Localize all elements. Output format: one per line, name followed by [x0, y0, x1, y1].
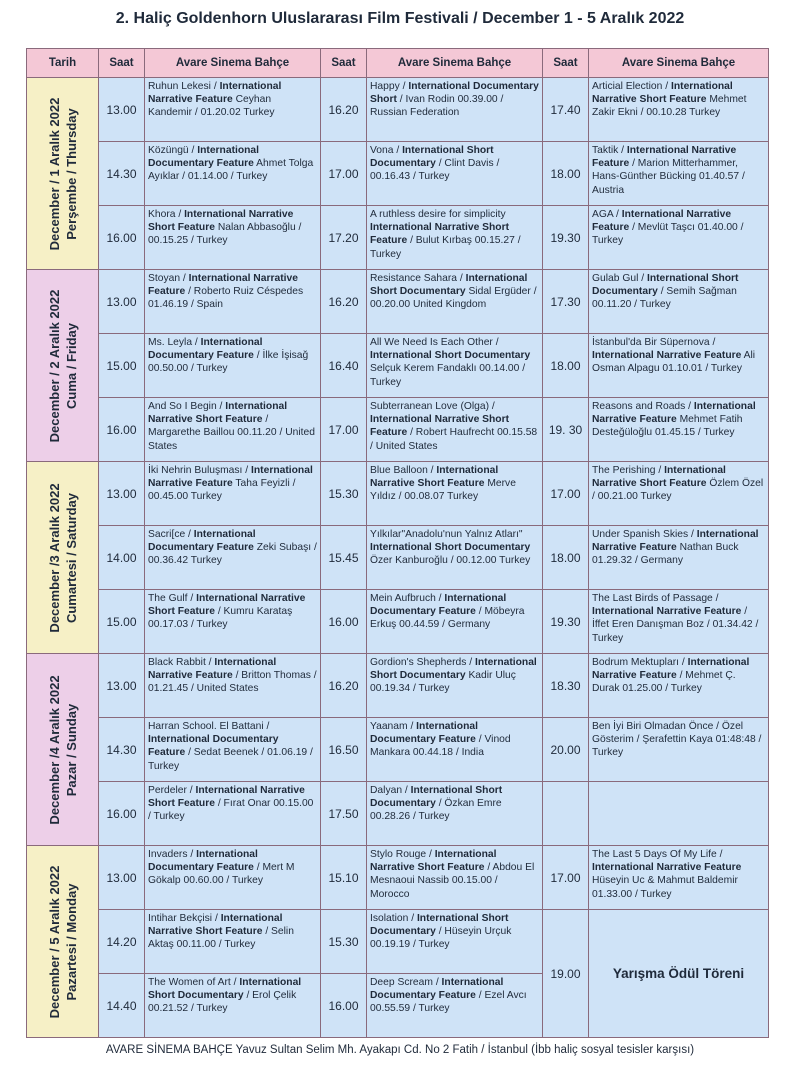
film-category: International Narrative Short Feature: [370, 465, 499, 490]
schedule-row: [27, 462, 769, 526]
film-entry: [589, 782, 769, 846]
day-weekday: Pazar / Sunday: [63, 703, 79, 796]
screening-time: 15.30: [321, 910, 367, 974]
screening-time: 19.30: [543, 206, 589, 270]
film-info: / Clint Davis / 00.16.43 / Turkey: [370, 158, 500, 183]
film-category: International Documentary Feature: [148, 529, 256, 554]
film-entry: [589, 718, 769, 782]
schedule-row: [27, 718, 769, 782]
day-label: [46, 289, 80, 442]
film-entry: [589, 462, 769, 526]
film-title: İstanbul'da Bir Süpernova /: [592, 337, 716, 348]
day-date: December / 1 Aralık 2022: [46, 97, 62, 250]
day-weekday: Perşembe / Thursday: [63, 107, 79, 240]
film-title: Yılkılar"Anadolu'nun Yalnız Atları": [370, 529, 523, 540]
film-category: International Narrative Feature: [592, 350, 742, 362]
film-entry: [367, 718, 543, 782]
header-time: Saat: [543, 49, 589, 78]
schedule-row: [27, 910, 769, 974]
film-entry: [367, 270, 543, 334]
screening-time: 16.40: [321, 334, 367, 398]
film-title: The Perishing /: [592, 465, 665, 476]
film-category: International Narrative Feature: [148, 657, 277, 682]
film-category: International Narrative Short Feature: [148, 209, 294, 234]
film-category: International Narrative Feature: [592, 145, 737, 170]
film-category: International Narrative Short Feature: [370, 222, 510, 247]
film-category: International Short Documentary: [370, 542, 531, 554]
screening-time: 16.20: [321, 270, 367, 334]
schedule-row: [27, 526, 769, 590]
screening-time: 16.20: [321, 654, 367, 718]
film-title: Yaanam /: [370, 721, 417, 732]
film-entry: [589, 846, 769, 910]
day-label: [46, 97, 80, 250]
screening-time: 15.00: [99, 590, 145, 654]
screening-time: 20.00: [543, 718, 589, 782]
film-info: / Sedat Beenek / 01.06.19 / Turkey: [148, 747, 313, 772]
header-venue: Avare Sinema Bahçe: [367, 49, 543, 78]
screening-time: 14.40: [99, 974, 145, 1038]
film-entry: [589, 334, 769, 398]
film-category: International Narrative Feature: [592, 606, 742, 618]
film-title: The Last Birds of Passage /: [592, 593, 719, 604]
film-entry: [145, 206, 321, 270]
film-category: International Narrative Short Feature: [148, 593, 306, 618]
screening-time: 14.00: [99, 526, 145, 590]
film-info: / Selin Aktaş 00.11.00 / Turkey: [148, 926, 294, 951]
day-date: December / 2 Aralık 2022: [46, 289, 62, 442]
film-category: International Narrative Short Feature: [148, 785, 305, 810]
film-title: Happy /: [370, 81, 409, 92]
film-title: Resistance Sahara /: [370, 273, 466, 284]
screening-time: 18.00: [543, 334, 589, 398]
schedule-row: [27, 782, 769, 846]
film-info: Hüseyin Uc & Mahmut Baldemir 01.33.00 / Turkey: [592, 875, 738, 900]
screening-time: 13.00: [99, 270, 145, 334]
film-entry: [145, 846, 321, 910]
film-entry: [367, 846, 543, 910]
film-category: International Short Documentary: [148, 977, 302, 1002]
film-category: International Narrative Short Feature: [592, 465, 726, 490]
film-title: Subterranean Love (Olga) /: [370, 401, 495, 412]
film-info: / Hüseyin Urçuk 00.19.19 / Turkey: [370, 926, 512, 951]
film-info: Özlem Özel / 00.21.00 Turkey: [592, 478, 764, 503]
film-info: / Ivan Rodin 00.39.00 / Russian Federation: [370, 94, 504, 119]
film-info: / Möbeyra Erkuş 00.44.59 / Germany: [370, 606, 525, 631]
screening-time: 14.30: [99, 142, 145, 206]
film-category: International Narrative Feature: [148, 465, 313, 490]
film-entry: [145, 398, 321, 462]
film-info: / Özkan Emre 00.28.26 / Turkey: [370, 798, 502, 823]
film-category: International Narrative Feature: [592, 862, 742, 874]
film-category: International Documentary Feature: [370, 593, 507, 618]
film-info: Ali Osman Alpagu 01.10.01 / Turkey: [592, 350, 756, 375]
film-title: AGA /: [592, 209, 622, 220]
film-category: International Short Documentary: [370, 657, 537, 682]
film-info: Merve Yıldız / 00.08.07 Turkey: [370, 478, 516, 503]
film-entry: [367, 910, 543, 974]
film-title: Dalyan /: [370, 785, 411, 796]
film-entry: [589, 654, 769, 718]
day-date: December / 5 Aralık 2022: [46, 865, 62, 1018]
screening-time: [543, 782, 589, 846]
day-label-cell: [27, 78, 99, 270]
screening-time: 18.30: [543, 654, 589, 718]
film-category: International Short Documentary: [592, 273, 739, 298]
film-entry: [145, 974, 321, 1038]
screening-time: 13.00: [99, 846, 145, 910]
screening-time: 17.00: [321, 398, 367, 462]
screening-time: 16.00: [321, 974, 367, 1038]
film-title: Deep Scream /: [370, 977, 442, 988]
film-entry: [589, 78, 769, 142]
film-title: Ben İyi Biri Olmadan Önce / Özel Gösterim / Şerafettin Kaya 01:48:48 / Turkey: [592, 721, 762, 759]
screening-time: 17.50: [321, 782, 367, 846]
schedule-row: [27, 590, 769, 654]
screening-time: 13.00: [99, 462, 145, 526]
film-entry: [367, 334, 543, 398]
film-info: / İffet Eren Danışman Boz / 01.34.42 / Turkey: [592, 606, 759, 644]
film-info: / Fırat Onar 00.15.00 / Turkey: [148, 798, 314, 823]
screening-time: 19. 30: [543, 398, 589, 462]
film-entry: [367, 142, 543, 206]
film-info: / Roberto Ruiz Céspedes 01.46.19 / Spain: [148, 286, 304, 311]
screening-time: 16.00: [99, 398, 145, 462]
film-category: International Narrative Feature: [592, 529, 759, 554]
schedule-row: [27, 142, 769, 206]
film-category: International Narrative Feature: [592, 209, 732, 234]
film-entry: [589, 270, 769, 334]
header-time: Saat: [99, 49, 145, 78]
film-title: A ruthless desire for simplicity: [370, 209, 506, 220]
film-category: International Short Documentary: [370, 273, 528, 298]
day-label: [46, 865, 80, 1018]
film-entry: [367, 782, 543, 846]
film-title: Sacri[ce /: [148, 529, 194, 540]
film-info: Mehmet Fatih Desteğüloğlu 01.45.15 / Turkey: [592, 414, 743, 439]
film-info: Taha Feyizli / 00.45.00 Turkey: [148, 478, 296, 503]
film-entry: [367, 654, 543, 718]
film-entry: [367, 78, 543, 142]
screening-time: 17.30: [543, 270, 589, 334]
header-date: Tarih: [27, 49, 99, 78]
film-info: / Mehmet Ç. Durak 01.25.00 / Turkey: [592, 670, 736, 695]
film-title: Közüngü /: [148, 145, 198, 156]
film-title: Articial Election /: [592, 81, 671, 92]
schedule-row: [27, 270, 769, 334]
day-weekday: Cuma / Friday: [63, 322, 79, 409]
screening-time: 19.00: [543, 910, 589, 1038]
film-category: International Narrative Short Feature: [592, 81, 733, 106]
page-title: 2. Haliç Goldenhorn Uluslararası Film Festivali / December 1 - 5 Aralık 2022: [115, 10, 685, 27]
film-entry: [145, 526, 321, 590]
film-title: Vona /: [370, 145, 403, 156]
film-info: / Ezel Avcı 00.55.59 / Turkey: [370, 990, 527, 1015]
venue-address: AVARE SİNEMA BAHÇE Yavuz Sultan Selim Mh. Ayakapı Cd. No 2 Fatih / İstanbul (İbb haliç sosyal tesisler karşısı): [105, 1044, 695, 1056]
screening-time: 17.40: [543, 78, 589, 142]
screening-time: 15.00: [99, 334, 145, 398]
film-info: Ceyhan Kandemir / 01.20.02 Turkey: [148, 94, 275, 119]
film-category: International Short Documentary: [370, 350, 531, 362]
schedule-row: [27, 654, 769, 718]
day-label-cell: [27, 270, 99, 462]
screening-time: 13.00: [99, 654, 145, 718]
screening-time: 16.00: [321, 590, 367, 654]
film-entry: [367, 398, 543, 462]
film-info: / Mevlüt Taşcı 01.40.00 / Turkey: [592, 222, 744, 247]
screening-time: 16.20: [321, 78, 367, 142]
film-category: International Narrative Short Feature: [148, 401, 288, 426]
film-title: Khora /: [148, 209, 185, 220]
schedule-row: [27, 398, 769, 462]
film-entry: [145, 718, 321, 782]
film-info: Nalan Abbasoğlu / 00.15.25 / Turkey: [148, 222, 302, 247]
film-category: International Narrative Short Feature: [148, 913, 283, 938]
screening-time: 13.00: [99, 78, 145, 142]
film-category: International Short Documentary: [370, 145, 494, 170]
film-info: / Bulut Kırbaş 00.15.27 / Turkey: [370, 235, 521, 260]
header-venue: Avare Sinema Bahçe: [589, 49, 769, 78]
film-title: Ms. Leyla /: [148, 337, 201, 348]
day-label: [46, 675, 80, 824]
film-entry: [145, 334, 321, 398]
film-entry: [145, 78, 321, 142]
film-info: / Erol Çelik 00.21.52 / Turkey: [148, 990, 297, 1015]
film-category: International Narrative Feature: [148, 273, 298, 298]
film-category: International Narrative Feature: [592, 657, 750, 682]
screening-time: 17.00: [543, 846, 589, 910]
film-title: Isolation /: [370, 913, 417, 924]
film-entry: [589, 398, 769, 462]
film-entry: [145, 270, 321, 334]
film-entry: [145, 142, 321, 206]
header-time: Saat: [321, 49, 367, 78]
screening-time: 16.50: [321, 718, 367, 782]
film-info: / Robert Haufrecht 00.15.58 / United States: [370, 427, 538, 452]
screening-time: 18.00: [543, 142, 589, 206]
film-entry: [145, 782, 321, 846]
day-label-cell: [27, 846, 99, 1038]
film-category: International Short Documentary: [370, 785, 503, 810]
film-title: All We Need Is Each Other /: [370, 337, 499, 348]
film-title: Perdeler /: [148, 785, 196, 796]
day-date: December /4 Aralık 2022: [46, 674, 62, 825]
day-weekday: Cumartesi / Saturday: [63, 492, 79, 623]
film-title: And So I Begin /: [148, 401, 226, 412]
film-info: / Mert M Gökalp 00.60.00 / Turkey: [148, 862, 295, 887]
day-label: [46, 483, 80, 632]
film-info: Nathan Buck 01.29.32 / Germany: [592, 542, 739, 567]
film-entry: [367, 590, 543, 654]
film-category: International Narrative Short Feature: [370, 414, 510, 439]
film-category: International Narrative Short Feature: [370, 849, 497, 874]
screening-time: 17.00: [321, 142, 367, 206]
screening-time: 16.00: [99, 782, 145, 846]
film-category: International Documentary Feature: [148, 337, 263, 362]
day-label-cell: [27, 462, 99, 654]
film-category: International Narrative Feature: [148, 81, 282, 106]
film-title: The Last 5 Days Of My Life /: [592, 849, 723, 860]
film-title: Reasons and Roads /: [592, 401, 694, 412]
film-category: International Documentary Feature: [148, 849, 258, 874]
film-info: Sidal Ergüder / 00.20.00 United Kingdom: [370, 286, 537, 311]
screening-time: 17.20: [321, 206, 367, 270]
film-title: Under Spanish Skies /: [592, 529, 697, 540]
film-info: / İlke İşisağ 00.50.00 / Turkey: [148, 350, 309, 375]
film-entry: [367, 206, 543, 270]
header-venue: Avare Sinema Bahçe: [145, 49, 321, 78]
film-title: The Gulf /: [148, 593, 197, 604]
film-info: / Marion Mitterhammer, Hans-Günther Bücking 01.40.57 / Austria: [592, 158, 745, 196]
screening-time: 15.45: [321, 526, 367, 590]
film-title: Blue Balloon /: [370, 465, 437, 476]
film-title: The Women of Art /: [148, 977, 240, 988]
screening-time: 16.00: [99, 206, 145, 270]
film-title: Ruhun Lekesi /: [148, 81, 220, 92]
film-title: Invaders /: [148, 849, 197, 860]
film-entry: [145, 654, 321, 718]
film-entry: [589, 206, 769, 270]
film-entry: [145, 590, 321, 654]
screening-time: 15.10: [321, 846, 367, 910]
schedule-row: [27, 334, 769, 398]
film-category: International Short Documentary: [370, 913, 509, 938]
film-entry: [145, 910, 321, 974]
film-category: International Documentary Feature: [148, 145, 260, 170]
film-title: Mein Aufbruch /: [370, 593, 445, 604]
film-info: / Britton Thomas / 01.21.45 / United States: [148, 670, 317, 695]
film-entry: [145, 462, 321, 526]
day-date: December /3 Aralık 2022: [46, 482, 62, 633]
film-info: Özer Kanburoğlu / 00.12.00 Turkey: [370, 555, 531, 567]
film-title: İki Nehrin Buluşması /: [148, 465, 252, 476]
film-info: / Vinod Mankara 00.44.18 / India: [370, 734, 511, 759]
film-title: Gordion's Shepherds /: [370, 657, 475, 668]
film-info: / Abdou El Mesnaoui Nassib 00.15.00 / Morocco: [370, 862, 535, 900]
film-entry: [589, 526, 769, 590]
screening-time: 14.20: [99, 910, 145, 974]
film-category: International Documentary Feature: [148, 734, 279, 759]
film-category: International Documentary Feature: [370, 977, 504, 1002]
film-title: Stylo Rouge /: [370, 849, 435, 860]
schedule-row: [27, 846, 769, 910]
film-title: Black Rabbit /: [148, 657, 215, 668]
schedule-row: [27, 78, 769, 142]
screening-time: 17.00: [543, 462, 589, 526]
day-weekday: Pazartesi / Monday: [63, 882, 79, 1001]
film-entry: [367, 526, 543, 590]
film-info: / Kumru Karataş 00.17.03 / Turkey: [148, 606, 293, 631]
film-entry: [367, 974, 543, 1038]
film-info: Kadir Uluç 00.19.34 / Turkey: [370, 670, 516, 695]
screening-time: 19.30: [543, 590, 589, 654]
film-category: International Narrative Feature: [592, 401, 756, 426]
schedule-table: [26, 48, 769, 1038]
film-info: Ahmet Tolga Ayıklar / 01.14.00 / Turkey: [148, 158, 314, 183]
film-title: Bodrum Mektupları /: [592, 657, 688, 668]
screening-time: 15.30: [321, 462, 367, 526]
film-title: Intihar Bekçisi /: [148, 913, 221, 924]
schedule-row: [27, 206, 769, 270]
award-ceremony: Yarışma Ödül Töreni: [589, 910, 769, 1038]
header-row: [27, 49, 769, 78]
film-entry: [589, 590, 769, 654]
film-info: Selçuk Kerem Fandaklı 00.14.00 / Turkey: [370, 363, 526, 388]
film-info: / Margarethe Baillou 00.11.20 / United States: [148, 414, 315, 452]
film-info: / Semih Sağman 00.11.20 / Turkey: [592, 286, 737, 311]
film-category: International Documentary Feature: [370, 721, 478, 746]
film-info: Zeki Subaşı / 00.36.42 Turkey: [148, 542, 317, 567]
film-entry: [367, 462, 543, 526]
film-category: International Documentary Short: [370, 81, 539, 106]
screening-time: 14.30: [99, 718, 145, 782]
film-title: Harran School. El Battani /: [148, 721, 270, 732]
day-label-cell: [27, 654, 99, 846]
film-info: Mehmet Zakir Ekni / 00.10.28 Turkey: [592, 94, 747, 119]
film-entry: [589, 142, 769, 206]
film-title: Stoyan /: [148, 273, 189, 284]
screening-time: 18.00: [543, 526, 589, 590]
film-title: Taktik /: [592, 145, 627, 156]
film-title: Gulab Gul /: [592, 273, 647, 284]
